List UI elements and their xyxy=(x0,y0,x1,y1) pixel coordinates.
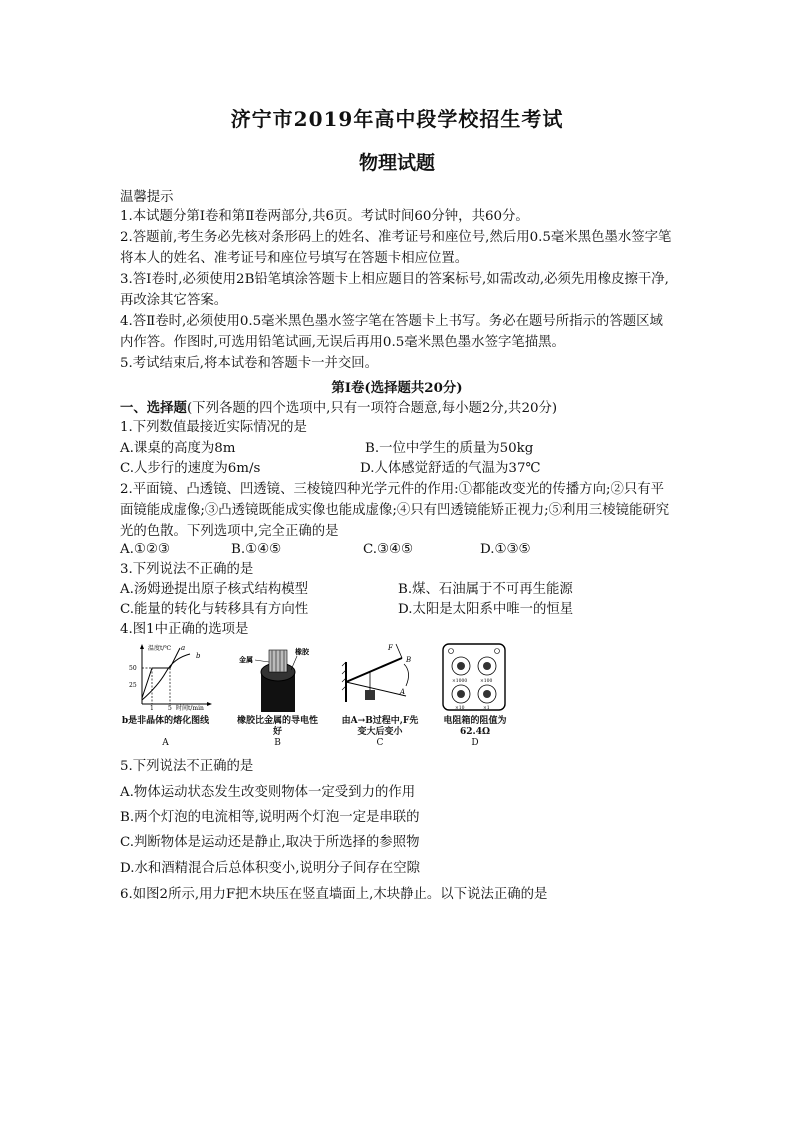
q3-option-a: A.汤姆逊提出原子核式结构模型 xyxy=(120,582,309,597)
figc-force-label: F xyxy=(388,644,393,652)
q5-option-a: A.物体运动状态发生改变则物体一定受到力的作用 xyxy=(120,785,416,800)
cable-drawing xyxy=(235,642,320,714)
figd-caption: 电阻箱的阻值为62.4Ω xyxy=(443,716,507,737)
figure-d xyxy=(435,642,515,750)
figc-caption: 由A→B过程中,F先变大后变小 xyxy=(341,716,419,737)
q1-stem: 1.下列数值最接近实际情况的是 xyxy=(120,420,307,435)
figc-letter: C xyxy=(376,738,384,748)
q3-stem: 3.下列说法不正确的是 xyxy=(120,562,254,577)
page-title: 济宁市2019年高中段学校招生考试 xyxy=(230,107,564,131)
q3-option-d: D.太阳是太阳系中唯一的恒星 xyxy=(398,602,574,617)
figa-caption: b是非晶体的熔化图线 xyxy=(121,716,210,726)
q3-option-c: C.能量的转化与转移具有方向性 xyxy=(120,602,309,617)
curve-a xyxy=(142,648,180,698)
melting-graph xyxy=(118,642,213,712)
figb-metal-label: 金属 xyxy=(239,655,253,664)
figa-label-a: a xyxy=(181,644,186,652)
q5-stem: 5.下列说法不正确的是 xyxy=(120,759,254,774)
q1-option-b: B.一位中学生的质量为50kg xyxy=(365,441,534,456)
figd-dial-100: ×100 xyxy=(480,679,493,684)
section1-label: 一、选择题 xyxy=(120,400,187,416)
figd-dial-1: ×1 xyxy=(483,706,490,711)
q4-stem: 4.图1中正确的选项是 xyxy=(120,622,249,637)
tip-item-2: 2.答题前,考生务必先核对条形码上的姓名、准考证号和座位号,然后用0.5毫米黑色墨水签字笔将本人的姓名、准考证号和座位号填写在答题卡相应位置。 xyxy=(120,230,672,266)
figa-ytick-50: 50 xyxy=(129,665,137,672)
figure-b xyxy=(235,642,320,750)
figure-c xyxy=(340,642,420,750)
part1-heading: 第Ⅰ卷(选择题共20分) xyxy=(331,380,463,396)
q2-option-d: D.①③⑤ xyxy=(480,542,531,557)
tip-item-1: 1.本试题分第Ⅰ卷和第Ⅱ卷两部分,共6页。考试时间60分钟，共60分。 xyxy=(120,209,529,224)
tip-item-5: 5.考试结束后,将本试卷和答题卡一并交回。 xyxy=(120,356,379,371)
figa-xlabel: 时间t/min xyxy=(176,705,204,712)
q1-option-d: D.人体感觉舒适的气温为37℃ xyxy=(360,461,541,476)
q6-stem: 6.如图2所示,用力F把木块压在竖直墙面上,木块静止。以下说法正确的是 xyxy=(120,887,548,902)
q5-option-b: B.两个灯泡的电流相等,说明两个灯泡一定是串联的 xyxy=(120,810,420,825)
figd-dial-1000: ×1000 xyxy=(452,679,468,684)
q5-option-c: C.判断物体是运动还是静止,取决于所选择的参照物 xyxy=(120,835,420,850)
figb-letter: B xyxy=(274,738,281,748)
figd-dial-10: ×10 xyxy=(455,706,465,711)
figa-xtick-5: 5 xyxy=(168,705,172,712)
figure-a xyxy=(118,642,213,750)
q1-option-a: A.课桌的高度为8m xyxy=(120,441,236,456)
figc-point-a: A xyxy=(400,688,406,696)
q2-option-a: A.①②③ xyxy=(120,542,170,557)
q5-option-d: D.水和酒精混合后总体积变小,说明分子间存在空隙 xyxy=(120,861,420,876)
q2-option-b: B.①④⑤ xyxy=(231,542,282,557)
figc-point-b: B xyxy=(406,656,412,664)
tip-item-4: 4.答Ⅱ卷时,必须使用0.5毫米黑色墨水签字笔在答题卡上书写。务必在题号所指示的答题区域内作答。作图时,可选用铅笔试画,无误后再用0.5毫米黑色墨水签字笔描黑。 xyxy=(120,314,663,350)
resistance-box-drawing xyxy=(435,642,515,714)
figa-ytick-25: 25 xyxy=(129,682,137,689)
figb-caption: 橡胶比金属的导电性好 xyxy=(236,716,318,737)
section1-instructions: (下列各题的四个选项中,只有一项符合题意,每小题2分,共20分) xyxy=(186,401,558,416)
q3-option-b: B.煤、石油属于不可再生能源 xyxy=(398,582,573,597)
q2-stem: 2.平面镜、凸透镜、凹透镜、三棱镜四种光学元件的作用:①都能改变光的传播方向;②只有平面镜能成虚像;③凸透镜既能成实像也能成虚像;④只有凹透镜能矫正视力;⑤利用三棱镜能研究光的色散。下列选项中,完全正确的是 xyxy=(120,482,670,539)
tips-heading: 温馨提示 xyxy=(120,190,174,205)
q1-option-c: C.人步行的速度为6m/s xyxy=(120,461,261,476)
figb-rubber-label: 橡胶 xyxy=(295,647,309,656)
figd-letter: D xyxy=(471,738,479,748)
figa-label-b: b xyxy=(196,652,201,660)
section1-heading xyxy=(120,398,557,419)
figa-ylabel: 温度t/℃ xyxy=(148,645,172,652)
page-subtitle: 物理试题 xyxy=(358,152,435,174)
figa-letter: A xyxy=(162,738,169,748)
tip-item-3: 3.答Ⅰ卷时,必须使用2B铅笔填涂答题卡上相应题目的答案标号,如需改动,必须先用橡皮擦干净,再改涂其它答案。 xyxy=(120,272,669,308)
q2-option-c: C.③④⑤ xyxy=(363,542,414,557)
lever-drawing xyxy=(340,642,420,714)
figa-xtick-1: 1 xyxy=(150,705,154,712)
